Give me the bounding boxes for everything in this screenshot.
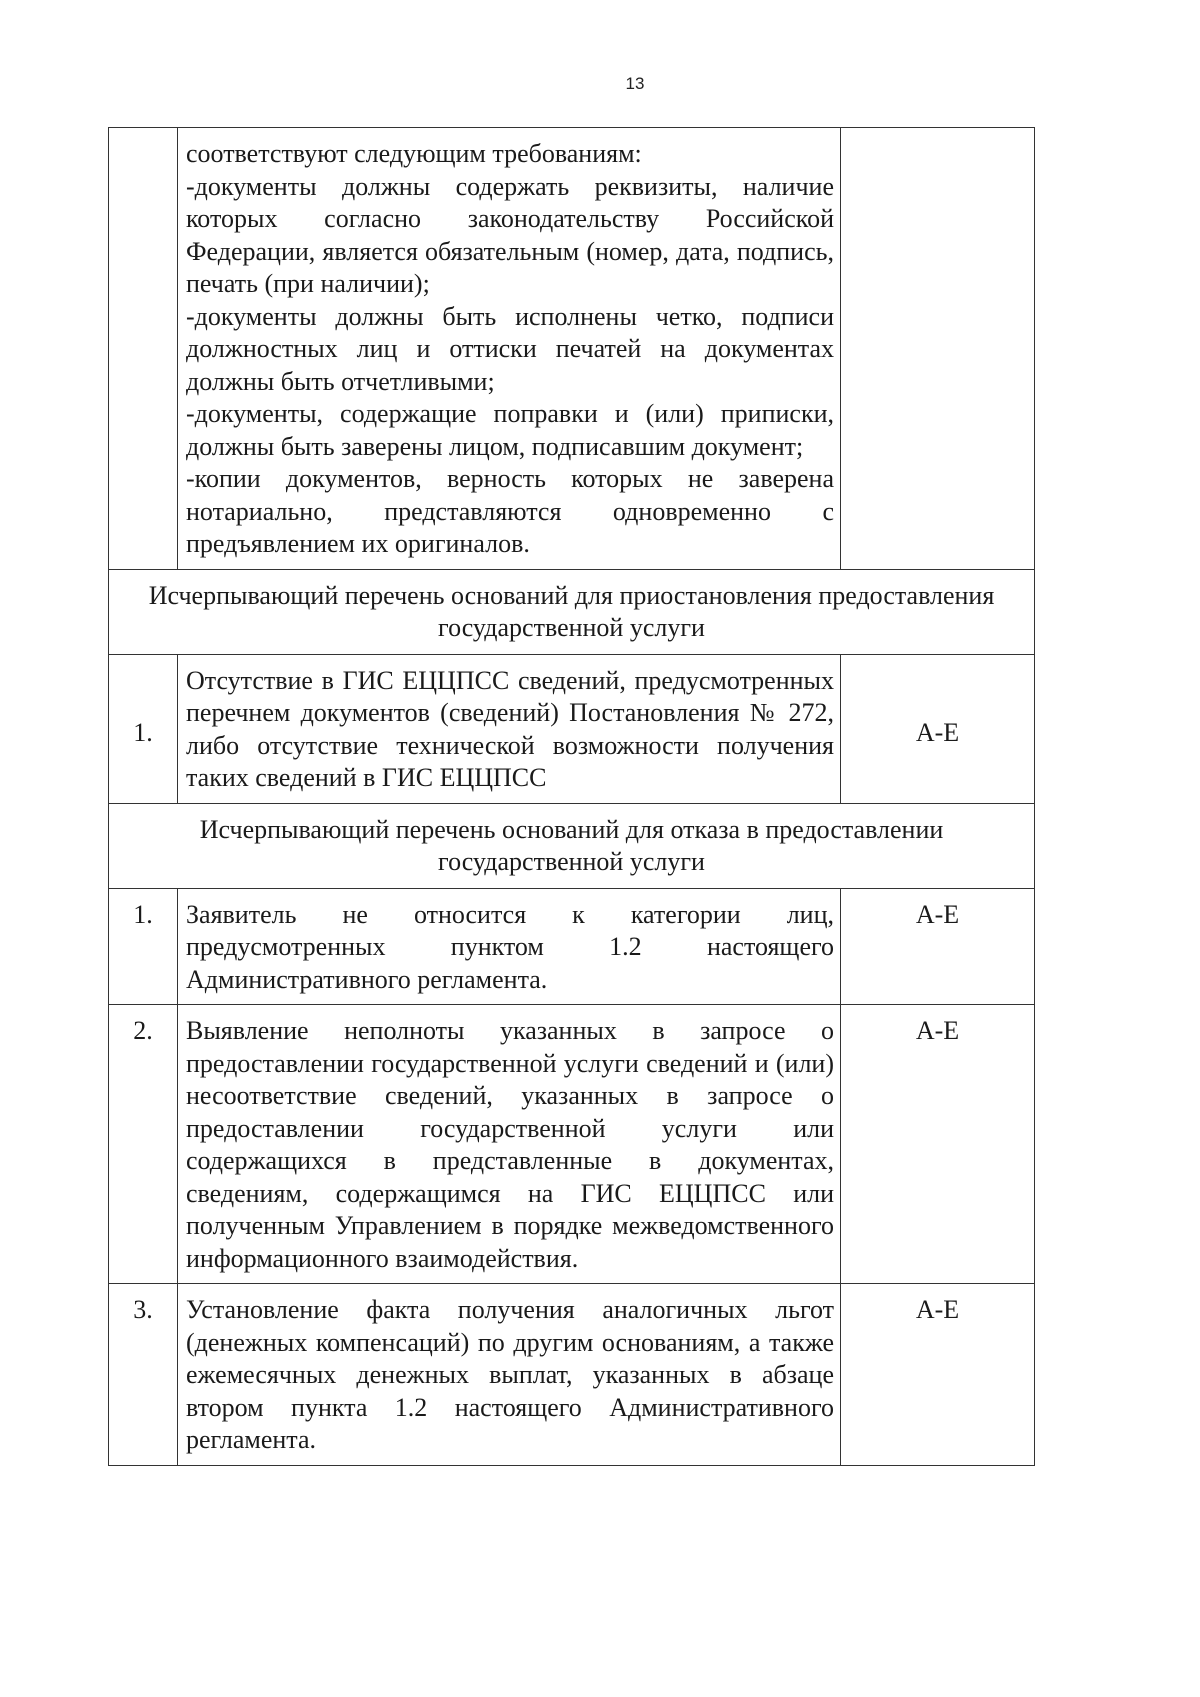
stage-cell bbox=[841, 128, 1035, 570]
suspension-heading: Исчерпывающий перечень оснований для приостановления предоставления государственной услуги bbox=[109, 569, 1035, 654]
stage-cell: А-Е bbox=[841, 654, 1035, 803]
table-row bbox=[109, 1005, 1035, 1284]
table-row bbox=[109, 888, 1035, 1005]
ground-text-cell: Выявление неполноты указанных в запросе о предоставлении государственной услуги сведений и (или) несоответствие сведений, указанных в запросе о предоставлении государственной услуги или содержащихся в представленные в документах, сведениям, содержащимся на ГИС ЕЦЦПСС или полученным Управлением в порядке межведомственного информационного взаимодействия. bbox=[178, 1005, 841, 1284]
refusal-heading: Исчерпывающий перечень оснований для отказа в предоставлении государственной услуги bbox=[109, 803, 1035, 888]
row-number-cell: 1. bbox=[109, 654, 178, 803]
requirements-text-cell bbox=[178, 128, 841, 570]
row-number-cell: 3. bbox=[109, 1284, 178, 1466]
requirements-paragraph: -копии документов, верность которых не заверена нотариально, представляются одновременно с предъявлением их оригиналов. bbox=[186, 464, 834, 558]
section-heading-row bbox=[109, 569, 1035, 654]
table-row bbox=[109, 1284, 1035, 1466]
table-row bbox=[109, 128, 1035, 570]
section-heading-row bbox=[109, 803, 1035, 888]
requirements-paragraph: -документы должны быть исполнены четко, подписи должностных лиц и оттиски печатей на документах должны быть отчетливыми; bbox=[186, 301, 834, 396]
requirements-paragraph: соответствуют следующим требованиям: bbox=[186, 139, 642, 168]
stage-cell: А-Е bbox=[841, 1284, 1035, 1466]
grounds-table bbox=[108, 127, 1035, 1466]
row-number-cell bbox=[109, 128, 178, 570]
table-row bbox=[109, 654, 1035, 803]
stage-cell: А-Е bbox=[841, 888, 1035, 1005]
requirements-paragraph: -документы должны содержать реквизиты, наличие которых согласно законодательству Российской Федерации, является обязательным (номер, дата, подпись, печать (при наличии); bbox=[186, 171, 834, 298]
ground-text-cell: Заявитель не относится к категории лиц, предусмотренных пунктом 1.2 настоящего Административного регламента. bbox=[178, 888, 841, 1005]
ground-text-cell: Установление факта получения аналогичных льгот (денежных компенсаций) по другим основаниям, а также ежемесячных денежных выплат, указанных в абзаце втором пункта 1.2 настоящего Административного регламента. bbox=[178, 1284, 841, 1466]
page-number: 13 bbox=[625, 74, 645, 93]
ground-text-cell: Отсутствие в ГИС ЕЦЦПСС сведений, предусмотренных перечнем документов (сведений) Постановления № 272, либо отсутствие технической возможности получения таких сведений в ГИС ЕЦЦПСС bbox=[178, 654, 841, 803]
requirements-paragraph: -документы, содержащие поправки и (или) приписки, должны быть заверены лицом, подписавшим документ; bbox=[186, 399, 834, 461]
row-number-cell: 2. bbox=[109, 1005, 178, 1284]
stage-cell: А-Е bbox=[841, 1005, 1035, 1284]
row-number-cell: 1. bbox=[109, 888, 178, 1005]
